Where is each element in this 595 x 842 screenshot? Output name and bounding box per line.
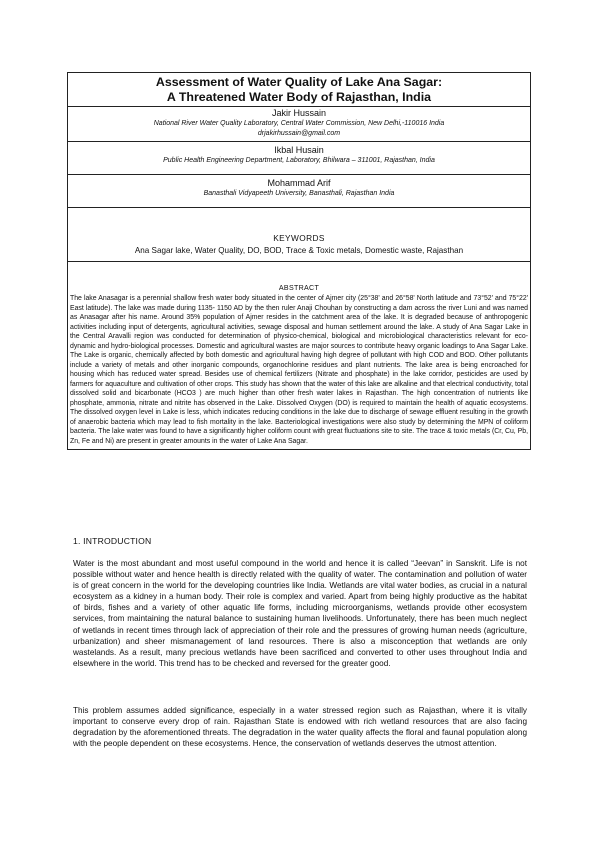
- abstract-text: The lake Anasagar is a perennial shallow fresh water body situated in the center of Ajmer city (25°38' and 26°58' North latitude and 73°52' and 75°22' East latitude). The lake was made during 1135- 1150 AD by the then ruler Anaji Chouhan by constructing a dam across the river Luni and was named as Anasagar after his name. Around 35% population of Ajmer resides in the catchment area of the lake. It is degraded because of anthropogenic activities including input of detergents, agricultural activities, sewage disposal and human settlement around the lake. A study of Ana Sagar Lake in the Central Aravalli region was conducted for determination of physico-chemical, biological and microbiological characteristics relevant for eco-dynamic and hydro-biological processes. Domestic and agricultural wastes are major sources to contribute heavy organic loadings to Ana Sagar Lake. The Lake is organic, chemically affected by both domestic and agricultural having high degree of pollutant with high COD and BOD. Other pollutants include a variety of metals and other inorganic compounds, organochlorine residues and plant nutrients. The lake area is being encroached for housing which has reduced water spread. Besides use of chemical fertilizers (Nitrate and phosphate) in the lake corridor, pesticides are used by farmers for aquaculture and cultivation of other crops. This study has shown that the water of this lake are alkaline and that electrical conductivity, total dissolved solid and bicarbonate (HCO3 ) are much higher than other fresh water lakes in Rajasthan. The high concentration of nutrients like phosphate, ammonia, nitrate and nitrite has observed in the Lake. Dissolved Oxygen (DO) is required to maintain the health of aquatic ecosystems. The dissolved oxygen level in Lake is less, which indicates reducing conditions in the lake due to discharge of sewage effluent resulting in the growth of anaerobic bacteria which may lead to fish mortality in the lake. Bacteriological investigations were also study by determining the MPN of coliform bacteria. The lake water was found to have a significantly higher coliform count with great fluctuations site to site. The trace & toxic metals (Cr, Cu, Pb, Zn, Fe and Ni) are present in greater amounts in the water of Lake Ana Sagar.: [70, 295, 528, 445]
- author-affiliation: National River Water Quality Laboratory, Central Water Commission, New Delhi,-110016 India: [153, 120, 445, 127]
- paper-title: [68, 73, 530, 107]
- keywords-section: [68, 208, 530, 262]
- introduction-paragraph-1: Water is the most abundant and most useful compound in the world and hence it is called “Jeevan” in Sanskrit. Life is not possible without water and hence health is directly related with the quality of water. The contamination and pollution of water is of great concern in the world for the developing countries like India. Wetlands are vital water bodies, as crucial in a natural ecosystem as a kidney in a human body. Their role is complex and varied. Apart from being highly productive as the habitat of birds, fishes and a variety of other aquatic life forms, including microorganisms, wetlands provide other ecosystem services, from maintaining the natural balance to sustaining human livelihoods. Unfortunately, there has been much neglect of wetlands in recent times through lack of appreciation of their role and the pressures of growing human needs (agriculture, urbanization) and sheer mismanagement of land resources. There is also a misconception that wetlands are only wastelands. As a result, many precious wetlands have been sacrificed and converted to other uses throughout India and elsewhere in the world. This trend has to be checked and reversed for the greater good.: [73, 559, 527, 668]
- author-block-2: [68, 142, 530, 175]
- keywords-text: Ana Sagar lake, Water Quality, DO, BOD, Trace & Toxic metals, Domestic waste, Rajasthan: [134, 246, 464, 255]
- title-line-2: A Threatened Water Body of Rajasthan, India: [166, 90, 432, 104]
- author-block-1: [68, 107, 530, 142]
- keywords-heading: KEYWORDS: [273, 233, 325, 243]
- author-email: drjakirhussain@gmail.com: [257, 129, 341, 137]
- author-name: Jakir Hussain: [271, 108, 327, 118]
- author-affiliation: Banasthali Vidyapeeth University, Banasthali, Rajasthan India: [203, 189, 395, 197]
- abstract-heading: ABSTRACT: [278, 284, 320, 292]
- author-block-3: [68, 175, 530, 209]
- author-name: Ikbal Husain: [274, 145, 324, 155]
- title-line-1: Assessment of Water Quality of Lake Ana Sagar:: [155, 75, 443, 89]
- header-frame: [67, 72, 531, 450]
- abstract-section: [68, 262, 530, 449]
- author-name: Mohammad Arif: [267, 177, 331, 188]
- introduction-heading: 1. INTRODUCTION: [73, 536, 152, 546]
- introduction-paragraph-2: This problem assumes added significance, especially in a water stressed region such as Rajasthan, where it is vitally important to conserve every drop of rain. Rajasthan State is endowed with rich wetland resources that are also facing degradation by the aforementioned threats. The degradation in the water quality affects the floral and faunal population along with the people dependent on these ecosystems. Hence, the conservation of wetlands deserves the utmost attention.: [73, 706, 527, 749]
- author-affiliation: Public Health Engineering Department, Laboratory, Bhilwara – 311001, Rajasthan, India: [163, 157, 435, 164]
